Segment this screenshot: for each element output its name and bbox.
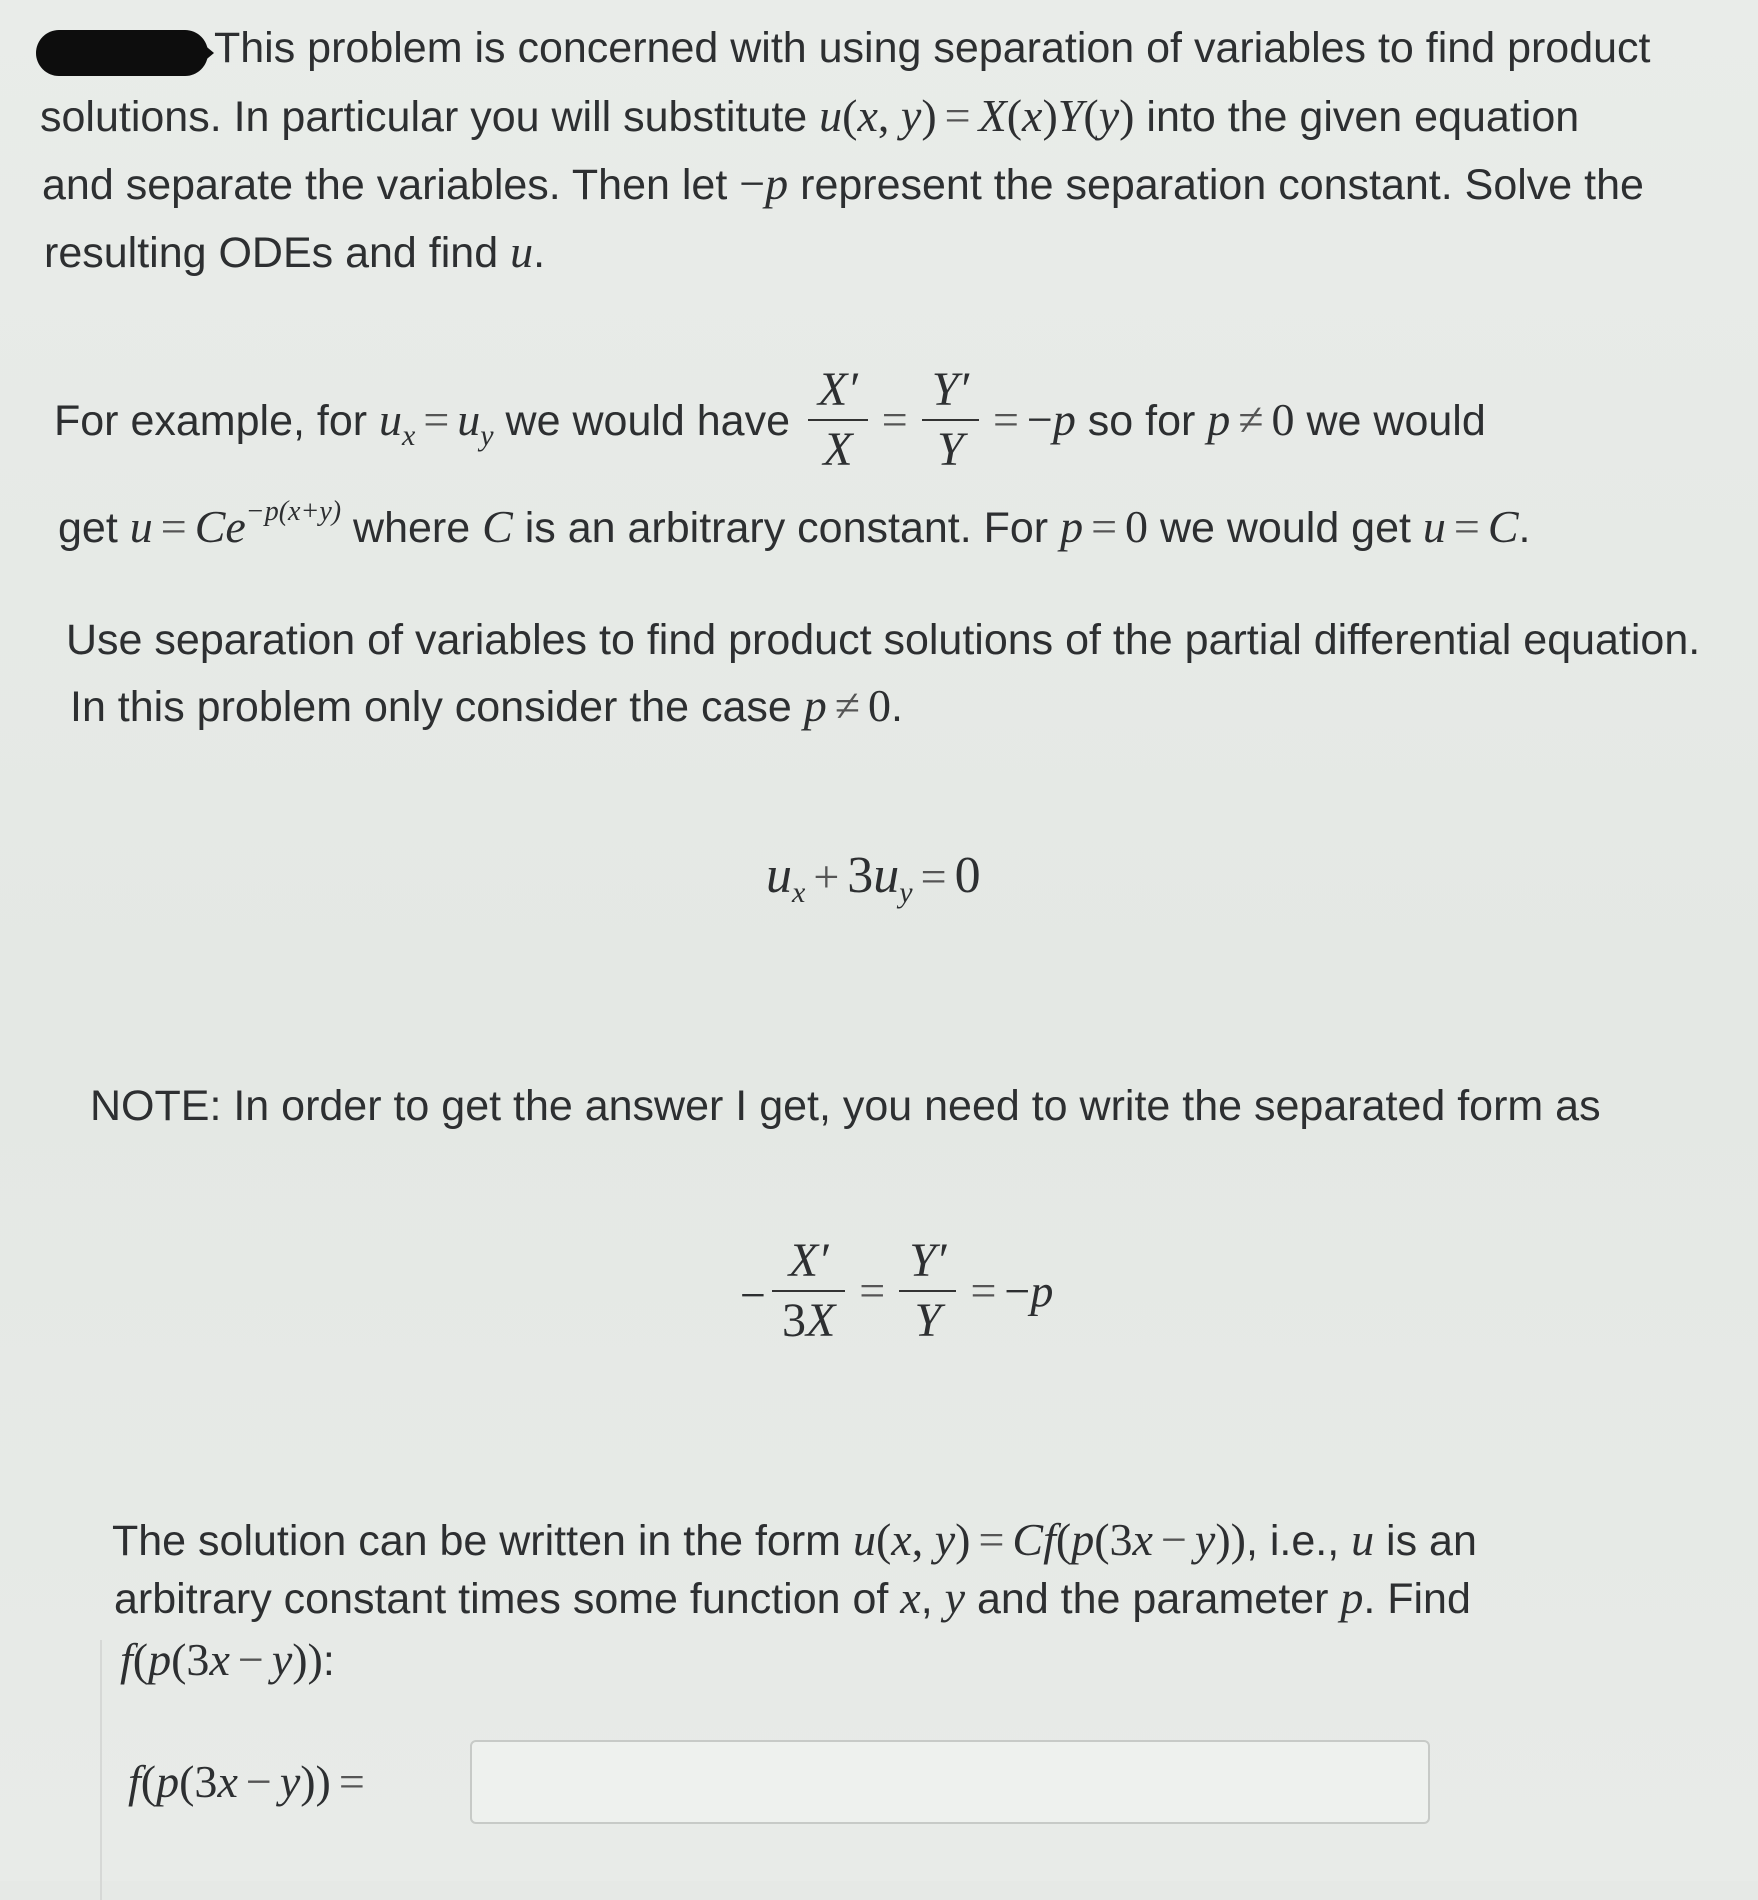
fraction-y-prime-over-y-2: $\frac{Y'}{Y}$ (899, 1232, 956, 1350)
fraction-x-prime-over-x: $\frac{X'}{X}$ (808, 361, 868, 479)
separated-form-equation: − $\frac{X'}{3X}$ = $\frac{Y'}{Y}$ = −p (740, 1236, 1053, 1354)
redaction-mark (36, 30, 208, 76)
example-line-1: For example, for $u_x = u_y$ we would have $\frac{X'}{X}$ = $\frac{Y'}{Y}$ = −p so for p ≠ 0 we would (54, 350, 1486, 506)
pde-equation: $u_x + 3u_y = 0$ (766, 847, 981, 909)
solution-line-1: The solution can be written in the form u(x, y) = Cf(p(3x − y)), i.e., u is an (112, 1514, 1477, 1565)
example-line-2: get $u = Ce^{-p(x+y)}$ where C is an arbitrary constant. For p = 0 we would get u = C. (58, 496, 1531, 552)
solution-line-3: f(p(3x − y)): (120, 1634, 335, 1685)
intro-line-4: resulting ODEs and find u. (44, 226, 546, 277)
fraction-x-prime-over-3x: $\frac{X'}{3X}$ (772, 1232, 845, 1350)
intro-line-2: solutions. In particular you will substitute u(x, y) = X(x)Y(y) into the given equation (40, 90, 1580, 141)
task-line-1: Use separation of variables to find product solutions of the partial differential equation. (66, 616, 1701, 664)
note-text: NOTE: In order to get the answer I get, you need to write the separated form as (90, 1082, 1601, 1130)
answer-input[interactable] (470, 1740, 1430, 1824)
redaction-arrow (196, 38, 214, 68)
answer-label: f(p(3x − y)) = (128, 1756, 365, 1807)
math-u-xy: u (819, 90, 843, 141)
fraction-y-prime-over-y: $\frac{Y'}{Y}$ (922, 361, 979, 479)
solution-line-2: arbitrary constant times some function of x, y and the parameter p. Find (114, 1572, 1471, 1623)
intro-line-1: This problem is concerned with using separation of variables to find product (214, 24, 1651, 72)
intro-line-3: and separate the variables. Then let −p represent the separation constant. Solve the (42, 158, 1644, 209)
task-line-2: In this problem only consider the case p ≠ 0. (70, 680, 903, 731)
